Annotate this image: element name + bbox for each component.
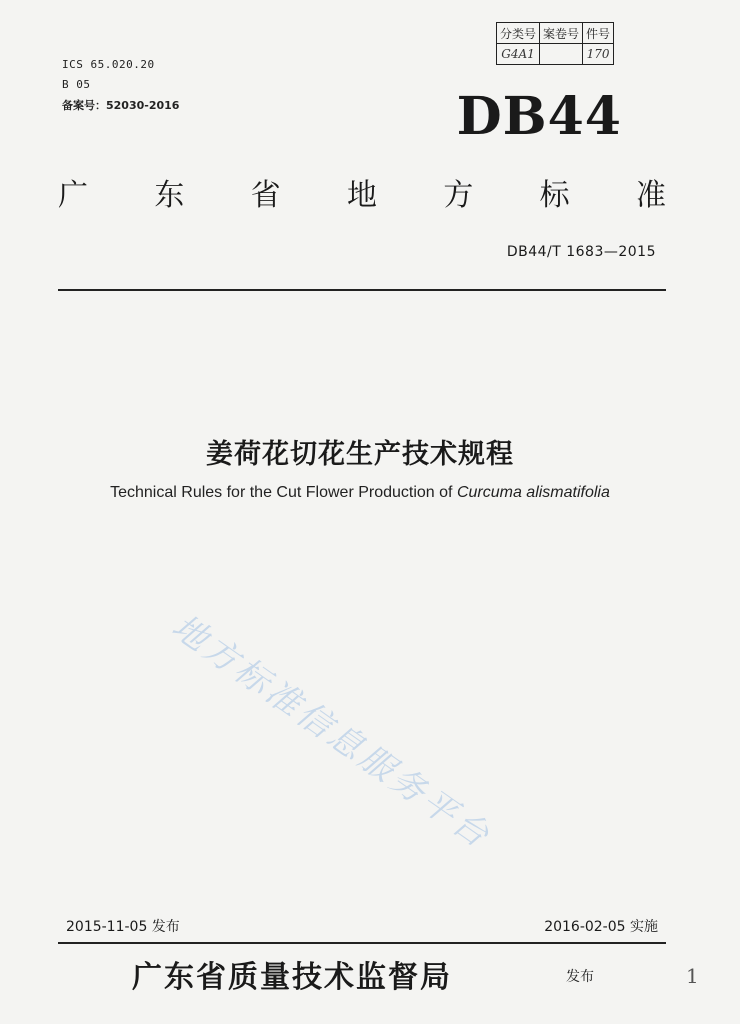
standard-mark: DB44 [456, 86, 622, 147]
implement-date: 2016-02-05 实施 [544, 919, 658, 935]
publish-date: 2015-11-05 发布 [66, 919, 180, 935]
standard-type-char: 地 [346, 178, 377, 213]
standard-type-char: 准 [635, 178, 666, 213]
standard-type-char: 广 [58, 178, 88, 213]
standard-type-char: 省 [250, 178, 281, 213]
class-header: 案卷号 [540, 23, 583, 44]
document-title-cn: 姜荷花切花生产技术规程 [206, 439, 514, 470]
standard-code: DB44/T 1683—2015 [506, 244, 656, 260]
class-value [540, 44, 583, 65]
issue-label: 发布 [566, 969, 594, 985]
watermark: 地方标准信息服务平台 [164, 606, 499, 858]
standard-type-char: 方 [443, 178, 474, 213]
document-title-en [0, 484, 720, 502]
filing-number: 备案号：52030-2016 [62, 99, 180, 112]
class-value: 170 [583, 44, 614, 65]
bottom-divider [58, 942, 666, 944]
top-divider [58, 289, 666, 291]
standard-type-char: 标 [539, 178, 570, 213]
ics-code: ICS 65.020.20 [62, 58, 155, 71]
standard-type [58, 170, 666, 214]
class-header: 分类号 [497, 23, 540, 44]
title-en-prefix: Technical Rules for the Cut Flower Production of [110, 484, 457, 501]
title-en-species: Curcuma alismatifolia [456, 484, 610, 501]
issuer-name: 广东省质量技术监督局 [132, 960, 452, 995]
standard-type-char: 东 [154, 178, 185, 213]
ccs-code: B 05 [62, 78, 91, 91]
class-header: 件号 [583, 23, 614, 44]
page-number: 1 [686, 964, 699, 988]
classification-box [496, 22, 614, 65]
class-value: G4A1 [497, 44, 540, 65]
